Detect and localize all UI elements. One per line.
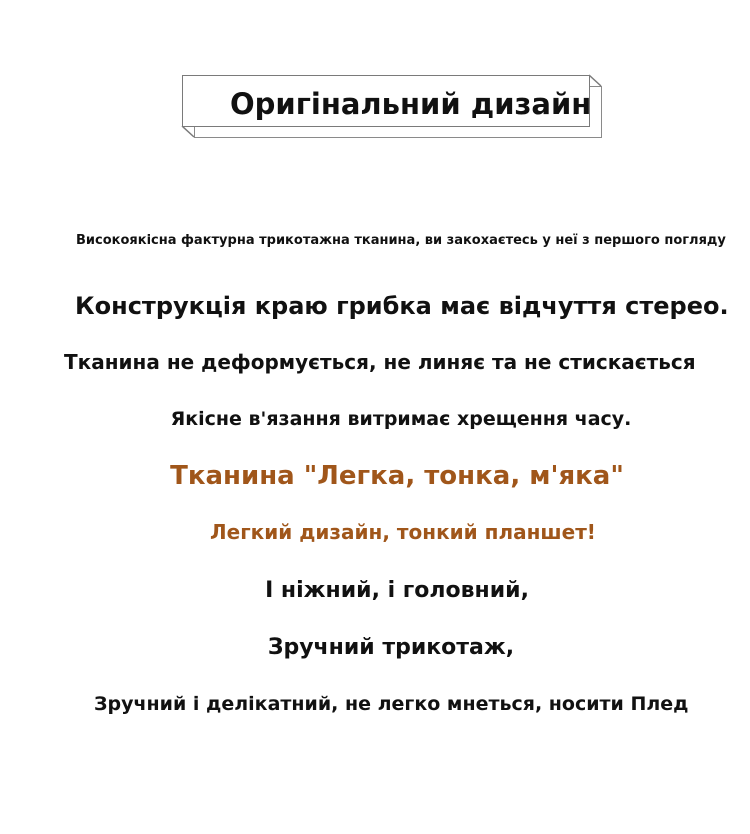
edge-construction-text: Конструкція краю грибка має відчуття стерео. (75, 292, 729, 320)
page-title: Оригінальний дизайн (230, 87, 592, 121)
gentle-text: І ніжний, і головний, (265, 578, 529, 603)
intro-text: Високоякісна фактурна трикотажна тканина, ви закохаєтесь у неї з першого погляду (76, 233, 726, 248)
fabric-light-heading: Тканина "Легка, тонка, м'яка" (170, 461, 624, 491)
comfortable-delicate-text: Зручний і делікатний, не легко мнеться, носити Плед (94, 693, 689, 715)
light-design-subheading: Легкий дизайн, тонкий планшет! (210, 520, 596, 544)
fabric-properties-text: Тканина не деформується, не линяє та не стискається (64, 350, 696, 374)
comfortable-knit-text: Зручний трикотаж, (267, 635, 515, 660)
knitting-quality-text: Якісне в'язання витримає хрещення часу. (170, 408, 632, 430)
